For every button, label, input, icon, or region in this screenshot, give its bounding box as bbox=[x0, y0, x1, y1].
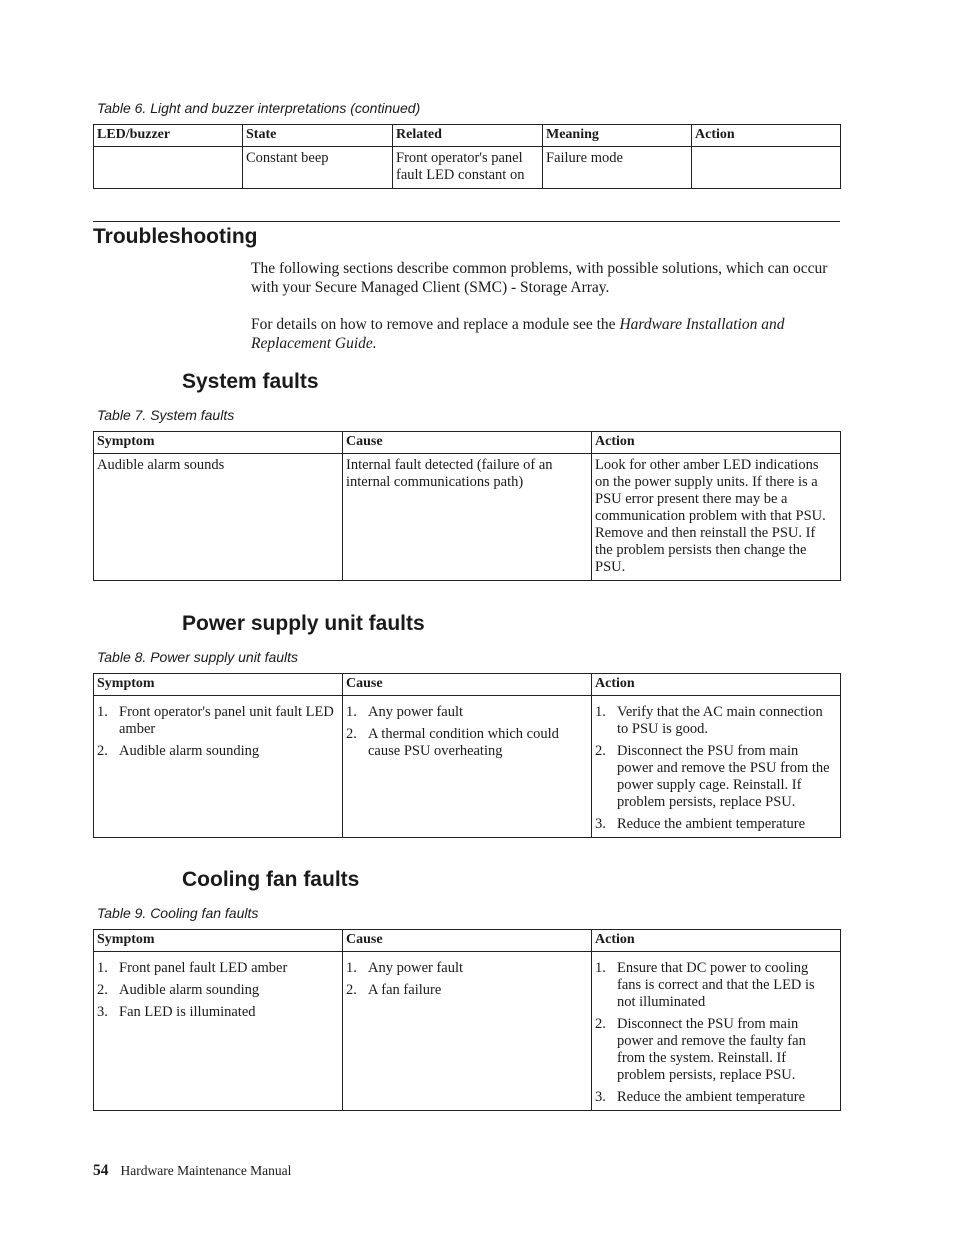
list-text: Disconnect the PSU from main power and remove the faulty fan from the system. Reinstall. If problem persists, replace PSU. bbox=[617, 1016, 806, 1083]
action-list bbox=[595, 704, 836, 833]
page-footer bbox=[93, 1162, 291, 1180]
table-row bbox=[94, 952, 841, 1111]
cell-action bbox=[592, 952, 841, 1111]
table-header-row bbox=[94, 125, 841, 147]
cell-action bbox=[592, 696, 841, 838]
list-item bbox=[346, 704, 587, 721]
table8 bbox=[93, 673, 841, 838]
table-header-row bbox=[94, 674, 841, 696]
section-divider bbox=[93, 221, 840, 222]
list-item bbox=[595, 1016, 836, 1084]
header-cause: Cause bbox=[343, 432, 592, 454]
list-text: Front panel fault LED amber bbox=[119, 960, 288, 976]
list-text: Disconnect the PSU from main power and remove the PSU from the power supply cage. Reinstall. If problem persists, replace PSU. bbox=[617, 743, 830, 810]
list-text: Audible alarm sounding bbox=[119, 982, 260, 998]
cell-cause: Internal fault detected (failure of an internal communications path) bbox=[343, 454, 592, 581]
action-list bbox=[595, 960, 836, 1106]
header-action: Action bbox=[592, 674, 841, 696]
list-number: 2. bbox=[97, 982, 108, 998]
cell-action: Look for other amber LED indications on the power supply units. If there is a PSU error present there may be a communication problem with that PSU. Remove and then reinstall the PSU. If the problem persists then change the PSU. bbox=[592, 454, 841, 581]
cell-meaning: Failure mode bbox=[543, 147, 692, 189]
header-symptom: Symptom bbox=[94, 432, 343, 454]
list-item bbox=[595, 960, 836, 1011]
header-action: Action bbox=[692, 125, 841, 147]
list-item bbox=[97, 982, 338, 999]
header-state: State bbox=[243, 125, 393, 147]
system-faults-heading: System faults bbox=[182, 370, 319, 393]
cell-symptom bbox=[94, 696, 343, 838]
page-number: 54 bbox=[93, 1162, 109, 1179]
psu-faults-heading: Power supply unit faults bbox=[182, 612, 425, 635]
table8-caption: Table 8. Power supply unit faults bbox=[97, 649, 299, 665]
list-number: 1. bbox=[595, 704, 606, 720]
cell-led bbox=[94, 147, 243, 189]
list-text: Reduce the ambient temperature bbox=[617, 1089, 806, 1105]
list-number: 2. bbox=[346, 726, 357, 742]
list-number: 1. bbox=[346, 704, 357, 720]
details-text: For details on how to remove and replace a module see the bbox=[251, 316, 620, 333]
symptom-list bbox=[97, 704, 338, 760]
cell-symptom bbox=[94, 952, 343, 1111]
list-number: 2. bbox=[97, 743, 108, 759]
list-number: 3. bbox=[595, 816, 606, 832]
table-row bbox=[94, 696, 841, 838]
list-number: 2. bbox=[595, 743, 606, 759]
header-action: Action bbox=[592, 930, 841, 952]
manual-title: Hardware Maintenance Manual bbox=[120, 1163, 292, 1178]
list-text: Fan LED is illuminated bbox=[119, 1004, 256, 1020]
list-number: 3. bbox=[595, 1089, 606, 1105]
list-text: A thermal condition which could cause PSU overheating bbox=[368, 726, 559, 759]
header-led-buzzer: LED/buzzer bbox=[94, 125, 243, 147]
troubleshooting-heading: Troubleshooting bbox=[93, 225, 258, 248]
table6 bbox=[93, 124, 841, 189]
table-row bbox=[94, 454, 841, 581]
list-text: Any power fault bbox=[368, 960, 464, 976]
list-item bbox=[346, 726, 587, 760]
list-item bbox=[97, 960, 338, 977]
cell-symptom: Audible alarm sounds bbox=[94, 454, 343, 581]
list-item bbox=[97, 743, 338, 760]
cell-cause bbox=[343, 696, 592, 838]
cell-action bbox=[692, 147, 841, 189]
table7-caption: Table 7. System faults bbox=[97, 407, 235, 423]
list-item bbox=[346, 982, 587, 999]
list-number: 1. bbox=[595, 960, 606, 976]
cause-list bbox=[346, 960, 587, 999]
cell-related: Front operator's panel fault LED constant on bbox=[393, 147, 543, 189]
list-text: Audible alarm sounding bbox=[119, 743, 260, 759]
list-text: Front operator's panel unit fault LED amber bbox=[119, 704, 334, 737]
list-item bbox=[595, 704, 836, 738]
fan-faults-heading: Cooling fan faults bbox=[182, 868, 360, 891]
header-related: Related bbox=[393, 125, 543, 147]
list-item bbox=[595, 816, 836, 833]
table-row bbox=[94, 147, 841, 189]
details-paragraph bbox=[251, 316, 841, 353]
list-text: Ensure that DC power to cooling fans is correct and that the LED is not illuminated bbox=[617, 960, 815, 1010]
list-item bbox=[595, 1089, 836, 1106]
cause-list bbox=[346, 704, 587, 760]
list-text: Any power fault bbox=[368, 704, 464, 720]
list-number: 1. bbox=[346, 960, 357, 976]
intro-paragraph: The following sections describe common problems, with possible solutions, which can occur with your Secure Managed Client (SMC) - Storage Array. bbox=[251, 260, 828, 296]
header-action: Action bbox=[592, 432, 841, 454]
header-symptom: Symptom bbox=[94, 930, 343, 952]
list-item bbox=[595, 743, 836, 811]
list-number: 1. bbox=[97, 960, 108, 976]
list-text: A fan failure bbox=[368, 982, 442, 998]
table6-caption: Table 6. Light and buzzer interpretations (continued) bbox=[97, 100, 421, 116]
cell-cause bbox=[343, 952, 592, 1111]
header-cause: Cause bbox=[343, 930, 592, 952]
list-number: 2. bbox=[346, 982, 357, 998]
list-item bbox=[97, 1004, 338, 1021]
table9-caption: Table 9. Cooling fan faults bbox=[97, 905, 259, 921]
header-meaning: Meaning bbox=[543, 125, 692, 147]
list-number: 1. bbox=[97, 704, 108, 720]
symptom-list bbox=[97, 960, 338, 1021]
list-item bbox=[97, 704, 338, 738]
header-symptom: Symptom bbox=[94, 674, 343, 696]
list-text: Verify that the AC main connection to PSU is good. bbox=[617, 704, 823, 737]
list-item bbox=[346, 960, 587, 977]
table-header-row bbox=[94, 930, 841, 952]
table7 bbox=[93, 431, 841, 581]
cell-state: Constant beep bbox=[243, 147, 393, 189]
table9 bbox=[93, 929, 841, 1111]
guide-title: Hardware Installation and Replacement Guide. bbox=[251, 316, 785, 352]
header-cause: Cause bbox=[343, 674, 592, 696]
list-number: 3. bbox=[97, 1004, 108, 1020]
list-number: 2. bbox=[595, 1016, 606, 1032]
table-header-row bbox=[94, 432, 841, 454]
list-text: Reduce the ambient temperature bbox=[617, 816, 806, 832]
